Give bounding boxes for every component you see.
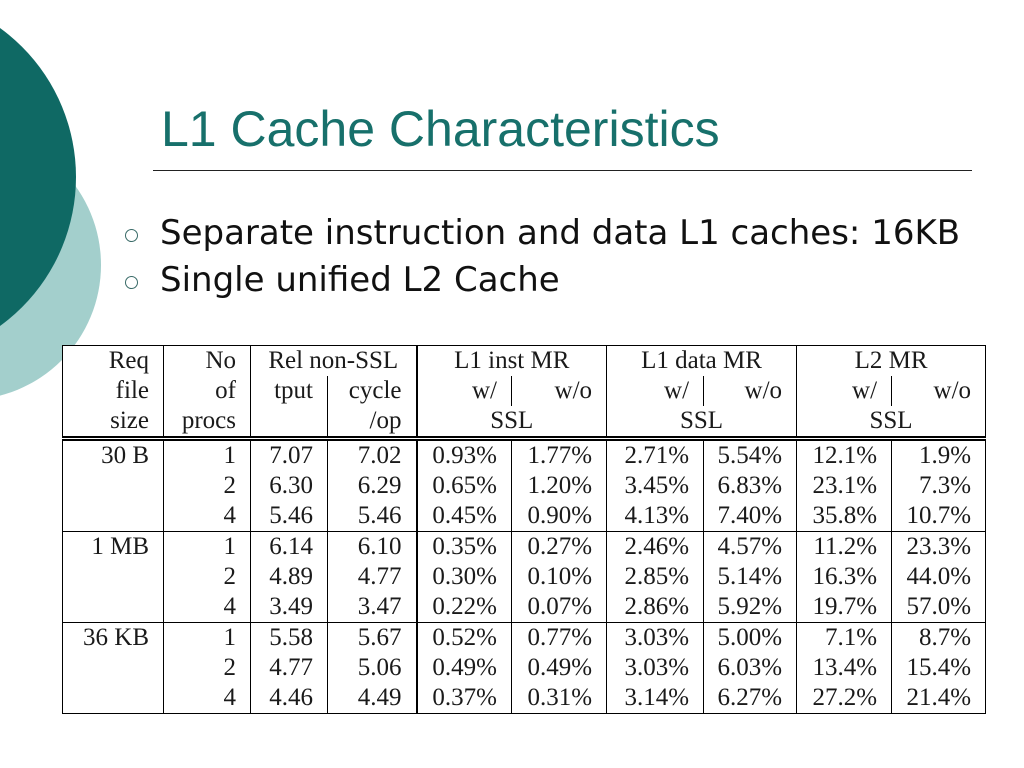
table-row [63, 471, 986, 501]
l2-mr-with-ssl-cell: 27.2% [797, 683, 892, 714]
table-row [63, 592, 986, 623]
bullet-text: Separate instruction and data L1 caches: 16KB [160, 213, 961, 253]
table-row [63, 653, 986, 683]
l2-mr-with-ssl-cell: 11.2% [797, 532, 892, 563]
l2-mr-without-ssl-cell: 8.7% [892, 623, 986, 654]
l1-data-mr-without-ssl-cell: 5.92% [704, 592, 797, 623]
tput-cell: 4.46 [251, 683, 328, 714]
procs-cell: 2 [164, 471, 251, 501]
header-tput-empty [251, 406, 328, 439]
file-size-cell: 36 KB [63, 623, 164, 654]
cache-characteristics-table [62, 345, 986, 714]
table-row [63, 683, 986, 714]
procs-cell: 1 [164, 623, 251, 654]
header-tput: tput [251, 376, 328, 406]
tput-cell: 7.07 [251, 439, 328, 472]
header-row [63, 406, 986, 439]
decorative-circles [0, 0, 110, 400]
header-req-file-size: size [63, 406, 164, 439]
l2-mr-without-ssl-cell: 1.9% [918, 442, 972, 469]
l2-mr-without-ssl-cell: 57.0% [906, 593, 972, 620]
header-l2-mr: L2 MR [854, 347, 928, 374]
header-l1-inst-without: w/o [512, 376, 607, 406]
bullet-text: Single unified L2 Cache [160, 260, 560, 300]
l2-mr-without-ssl-cell: 7.3% [918, 472, 972, 499]
header-l2-without: w/o [933, 377, 972, 404]
tput-cell: 3.49 [251, 592, 328, 623]
header-cycle-per-op: cycle [328, 376, 417, 406]
file-size-cell-empty [63, 653, 164, 683]
file-size-cell-empty [63, 562, 164, 592]
l1-inst-mr-without-ssl-cell: 0.49% [512, 653, 607, 683]
table-header [63, 346, 986, 439]
l1-data-mr-without-ssl-cell: 6.83% [704, 471, 797, 501]
l1-data-mr-with-ssl-cell: 3.03% [607, 623, 704, 654]
procs-cell: 2 [164, 562, 251, 592]
header-l1-inst-mr: L1 inst MR [417, 346, 607, 377]
l1-inst-mr-with-ssl-cell: 0.45% [417, 501, 512, 532]
table-row [63, 532, 986, 563]
l1-data-mr-without-ssl-cell: 6.27% [704, 683, 797, 714]
l1-inst-mr-with-ssl-cell: 0.35% [417, 532, 512, 563]
tput-cell: 6.30 [251, 471, 328, 501]
tput-cell: 6.14 [251, 532, 328, 563]
header-cycle-per-op: /op [328, 406, 417, 439]
header-no-of-procs: of [164, 376, 251, 406]
procs-cell: 2 [164, 653, 251, 683]
l1-data-mr-with-ssl-cell: 2.71% [607, 439, 704, 472]
l2-mr-without-ssl-cell: 21.4% [906, 684, 972, 711]
l1-data-mr-with-ssl-cell: 2.85% [607, 562, 704, 592]
header-l1-data-mr: L1 data MR [607, 346, 797, 377]
l2-mr-without-ssl-cell: 15.4% [906, 654, 972, 681]
bullet-item [0, 210, 960, 257]
cycle-per-op-cell: 6.29 [328, 471, 417, 501]
header-row [63, 376, 986, 406]
l1-data-mr-with-ssl-cell: 2.46% [607, 532, 704, 563]
l1-data-mr-with-ssl-cell: 3.03% [607, 653, 704, 683]
tput-cell: 5.58 [251, 623, 328, 654]
l1-inst-mr-with-ssl-cell: 0.52% [417, 623, 512, 654]
l1-inst-mr-with-ssl-cell: 0.22% [417, 592, 512, 623]
cycle-per-op-cell: 5.67 [328, 623, 417, 654]
file-size-cell-empty [63, 592, 164, 623]
l1-data-mr-with-ssl-cell: 3.45% [607, 471, 704, 501]
bullet-list [0, 210, 960, 304]
file-size-cell-empty [63, 501, 164, 532]
header-no-of-procs: No [164, 346, 251, 377]
cycle-per-op-cell: 3.47 [328, 592, 417, 623]
l1-inst-mr-without-ssl-cell: 1.77% [512, 439, 607, 472]
cycle-per-op-cell: 4.49 [328, 683, 417, 714]
header-l1-inst-with: w/ [417, 376, 512, 406]
l2-mr-with-ssl-cell: 12.1% [797, 439, 892, 472]
l1-inst-mr-with-ssl-cell: 0.49% [417, 653, 512, 683]
l1-inst-mr-without-ssl-cell: 0.10% [512, 562, 607, 592]
l1-inst-mr-with-ssl-cell: 0.93% [417, 439, 512, 472]
file-size-cell: 30 B [63, 439, 164, 472]
header-l1-data-without: w/o [704, 376, 797, 406]
l1-inst-mr-without-ssl-cell: 1.20% [512, 471, 607, 501]
l1-inst-mr-without-ssl-cell: 0.90% [512, 501, 607, 532]
header-rel-non-ssl: Rel non-SSL [251, 346, 417, 377]
tput-cell: 4.77 [251, 653, 328, 683]
procs-cell: 4 [164, 592, 251, 623]
table-row [63, 439, 986, 472]
l1-inst-mr-with-ssl-cell: 0.37% [417, 683, 512, 714]
l2-mr-without-ssl-cell: 23.3% [892, 532, 986, 563]
procs-cell: 4 [164, 683, 251, 714]
l2-mr-with-ssl-cell: 23.1% [797, 471, 892, 501]
bullet-item [0, 257, 960, 304]
header-row [63, 346, 986, 377]
l1-inst-mr-with-ssl-cell: 0.30% [417, 562, 512, 592]
cycle-per-op-cell: 7.02 [328, 439, 417, 472]
l1-data-mr-without-ssl-cell: 5.14% [704, 562, 797, 592]
slide-title: L1 Cache Characteristics [161, 101, 720, 157]
l2-mr-with-ssl-cell: 13.4% [797, 653, 892, 683]
cycle-per-op-cell: 4.77 [328, 562, 417, 592]
l1-inst-mr-without-ssl-cell: 0.31% [512, 683, 607, 714]
cycle-per-op-cell: 5.46 [328, 501, 417, 532]
hollow-circle-bullet-icon [125, 229, 138, 242]
l1-data-mr-without-ssl-cell: 6.03% [704, 653, 797, 683]
l2-mr-with-ssl-cell: 7.1% [797, 623, 892, 654]
table-row [63, 562, 986, 592]
header-l1-data-ssl: SSL [607, 406, 797, 439]
procs-cell: 4 [164, 501, 251, 532]
l1-inst-mr-without-ssl-cell: 0.27% [512, 532, 607, 563]
table-row [63, 501, 986, 532]
hollow-circle-bullet-icon [125, 276, 138, 289]
l1-inst-mr-without-ssl-cell: 0.07% [512, 592, 607, 623]
l1-inst-mr-with-ssl-cell: 0.65% [417, 471, 512, 501]
l2-mr-with-ssl-cell: 19.7% [797, 592, 892, 623]
l1-inst-mr-without-ssl-cell: 0.77% [512, 623, 607, 654]
l2-mr-without-ssl-cell: 44.0% [906, 563, 972, 590]
cycle-per-op-cell: 5.06 [328, 653, 417, 683]
file-size-cell: 1 MB [63, 532, 164, 563]
header-l2-ssl: SSL [797, 406, 986, 439]
procs-cell: 1 [164, 532, 251, 563]
l2-mr-with-ssl-cell: 35.8% [797, 501, 892, 532]
file-size-cell-empty [63, 471, 164, 501]
l1-data-mr-without-ssl-cell: 5.54% [704, 439, 797, 472]
tput-cell: 4.89 [251, 562, 328, 592]
header-no-of-procs: procs [164, 406, 251, 439]
l1-data-mr-with-ssl-cell: 2.86% [607, 592, 704, 623]
l2-mr-with-ssl-cell: 16.3% [797, 562, 892, 592]
table-row [63, 623, 986, 654]
header-req-file-size: file [63, 376, 164, 406]
header-req-file-size: Req [63, 346, 164, 377]
header-l2-with: w/ [797, 376, 892, 406]
l1-data-mr-without-ssl-cell: 4.57% [704, 532, 797, 563]
file-size-cell-empty [63, 683, 164, 714]
cycle-per-op-cell: 6.10 [328, 532, 417, 563]
l1-data-mr-without-ssl-cell: 7.40% [704, 501, 797, 532]
header-l1-data-with: w/ [607, 376, 704, 406]
l2-mr-without-ssl-cell: 10.7% [906, 502, 972, 529]
title-divider [153, 170, 972, 171]
tput-cell: 5.46 [251, 501, 328, 532]
table-body [63, 439, 986, 714]
l1-data-mr-without-ssl-cell: 5.00% [704, 623, 797, 654]
l1-data-mr-with-ssl-cell: 3.14% [607, 683, 704, 714]
l1-data-mr-with-ssl-cell: 4.13% [607, 501, 704, 532]
header-l1-inst-ssl: SSL [417, 406, 607, 439]
procs-cell: 1 [164, 439, 251, 472]
